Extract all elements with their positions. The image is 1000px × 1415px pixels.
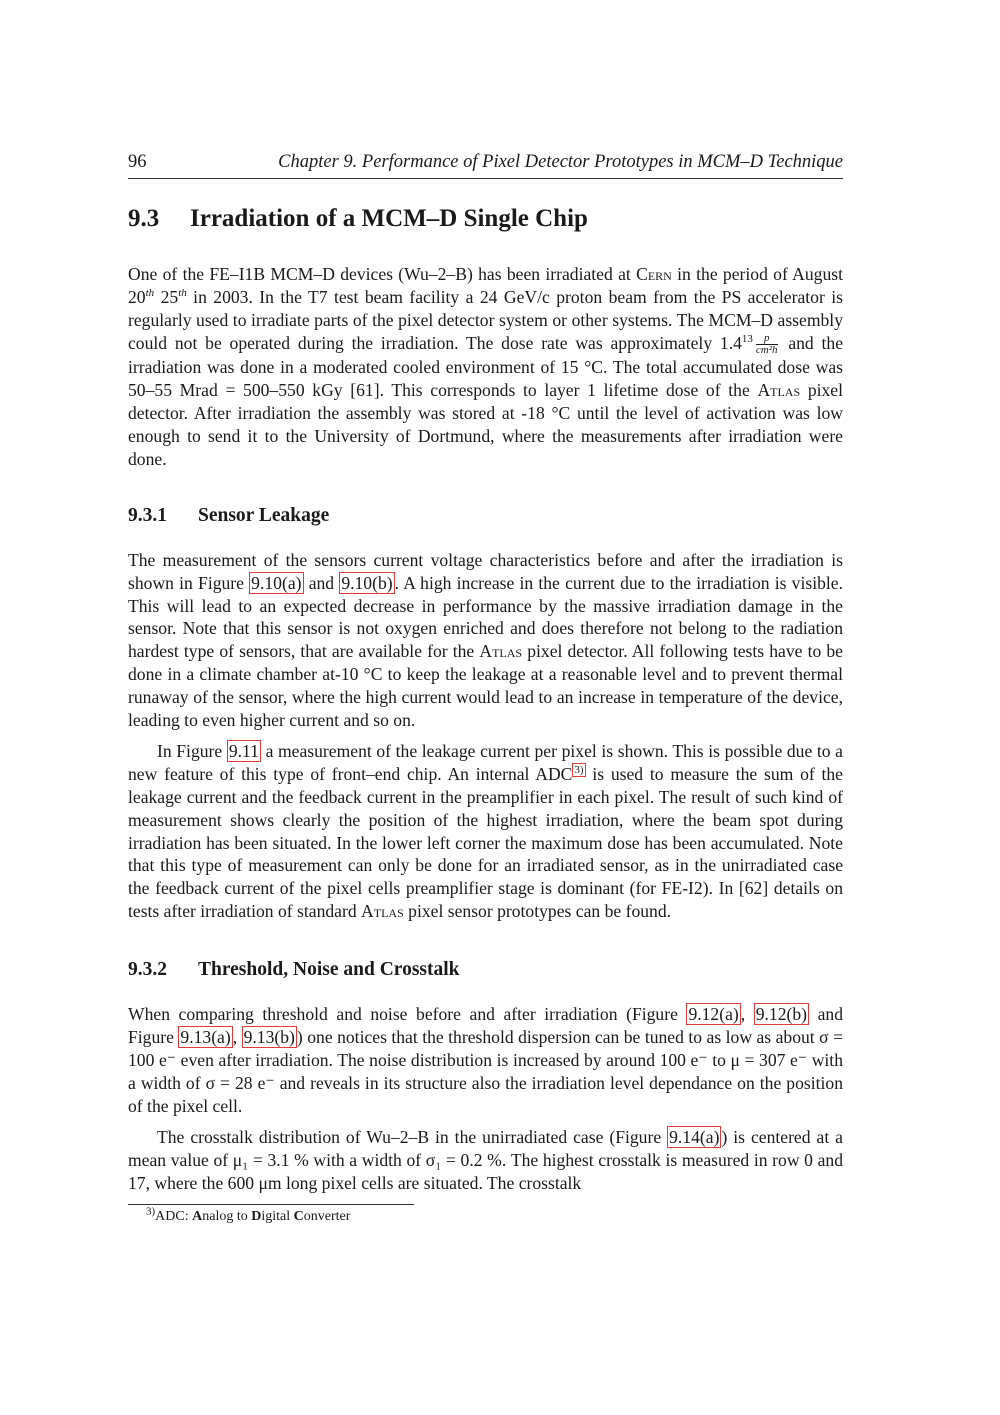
section-number: 9.3 [128, 205, 160, 232]
figure-ref-9-11[interactable]: 9.11 [228, 740, 259, 761]
footnote-3: $^{3)}$ADC: Analog to Digital Converter [146, 1205, 351, 1225]
subsection-number: 9.3.2 [128, 959, 167, 981]
chapter-title: Chapter 9. Performance of Pixel Detector Prototypes in MCM–D Technique [278, 152, 843, 172]
threshold-paragraph-2: The crosstalk distribution of Wu–2–B in the unirradiated case (Figure 9.14(a) ) is centered at a mean value of μ₁ = 3.1 % with a width of σ₁ = 0.2 %. The highest crosstalk is measured in row 0 and 17, where the 600 μm long pixel cells are situated. The crosstalk [128, 1126, 843, 1193]
figure-ref-9-13b[interactable]: 9.13(b) [243, 1027, 295, 1048]
subsection-number: 9.3.1 [128, 504, 167, 526]
subsection-title: Threshold, Noise and Crosstalk [198, 959, 460, 981]
subsection-heading-sensor-leakage [128, 505, 843, 527]
section-heading [128, 205, 843, 233]
figure-ref-9-10b[interactable]: 9.10(b) [341, 572, 393, 593]
page [128, 152, 843, 1225]
subsection-title: Sensor Leakage [198, 504, 330, 526]
atlas-name: Atlas [757, 380, 801, 401]
section-paragraph-1: One of the FE–I1B MCM–D devices (Wu–2–B) has been irradiated at Cern in the period of August 20th 25th in 2003. In the T7 test beam facility a 24 GeV/c proton beam from the PS accelerator is regularly used to irradiate parts of the pixel detector system or other systems. The MCM–D assembly could not be operated during the irradiation. The dose rate was approximately $1.4^{13}$ $\frac{p}{\text{cm²h}}$ and the irradiation was done in a moderated cooled environment of 15 °C. The total accumulated dose was 50–55 Mrad = 500–550 kGy [61]. This corresponds to layer 1 lifetime dose of the Atlas pixel detector. After irradiation the assembly was stored at -18 °C until the level of activation was low enough to send it to the University of Dortmund, where the measurements after irradiation were done. [128, 264, 844, 469]
running-header [128, 152, 843, 179]
footnote-ref-3[interactable]: 3) [574, 764, 584, 776]
page-number: 96 [128, 152, 147, 172]
cern-name: Cern [636, 264, 672, 284]
figure-ref-9-14a[interactable]: 9.14(a) [669, 1126, 720, 1147]
figure-ref-9-12b[interactable]: 9.12(b) [755, 1004, 808, 1025]
section-title: Irradiation of a MCM–D Single Chip [190, 205, 588, 232]
sensor-leakage-paragraph-2: In Figure 9.11 a measurement of the leakage current per pixel is shown. This is possible due to a new feature of this type of front–end chip. An internal ADC $^{3)}$ is used to measure the sum of the leakage current and the feedback current in the preamplifier in each pixel. The result of such kind of measurement shows clearly the position of the highest irradiation, where the beam spot during irradiation has been situated. In the lower left corner the maximum dose has been accumulated. Note that this type of measurement can only be done for an irradiated sensor, as in the unirradiated case the feedback current of the pixel cells preamplifier stage is dominant (for FE-I2). In [62] details on tests after irradiation of standard Atlas pixel sensor prototypes can be found. [128, 740, 843, 922]
figure-ref-9-13a[interactable]: 9.13(a) [180, 1027, 231, 1048]
dose-rate-fraction: $\frac{p}{\text{cm²h}}$ [755, 332, 778, 357]
figure-ref-9-10a[interactable]: 9.10(a) [251, 572, 302, 593]
threshold-paragraph-1: When comparing threshold and noise before and after irradiation (Figure 9.12(a) , 9.12(b) and Figure 9.13(a) , 9.13(b) ) one notices that the threshold dispersion can be tuned to as low as about σ = 100 e⁻ even after irradiation. The noise distribution is increased by around 100 e⁻ to μ = 307 e⁻ with a width of σ = 28 e⁻ and reveals in its structure also the irradiation level dependance on the position of the pixel cell. [128, 1004, 844, 1116]
sensor-leakage-paragraph-1: The measurement of the sensors current voltage characteristics before and after the irradiation is shown in Figure 9.10(a) and 9.10(b) . A high increase in the current due to the irradiation is visible. This will lead to an expected decrease in performance by the massive irradiation damage in the sensor. Note that this sensor is not oxygen enriched and does therefore not belong to the radiation hardest type of sensors, that are available for the Atlas pixel detector. All following tests have to be done in a climate chamber at-10 °C to keep the leakage at a reasonable level and to prevent thermal runaway of the sensor, where the high current would lead to an increase in temperature of the device, leading to even higher current and so on. [128, 549, 843, 731]
footnote-divider [128, 1204, 414, 1205]
subsection-heading-threshold [128, 959, 843, 981]
figure-ref-9-12a[interactable]: 9.12(a) [688, 1004, 739, 1025]
